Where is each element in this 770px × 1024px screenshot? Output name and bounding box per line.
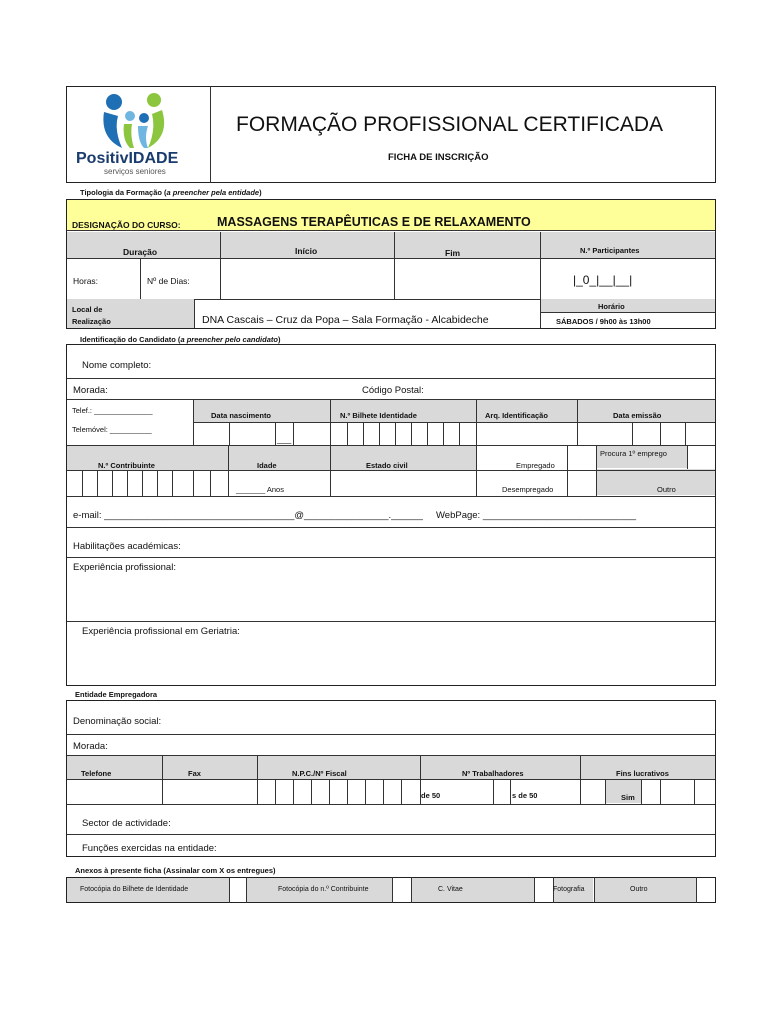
anexo-cv-label: C. Vitae [438, 886, 463, 893]
digit-box[interactable] [82, 470, 83, 496]
logo-people-icon [74, 90, 204, 152]
digit-box[interactable] [172, 470, 173, 496]
trabalhadores-header: Nº Trabalhadores [462, 769, 524, 778]
course-name: MASSAGENS TERAPÊUTICAS E DE RELAXAMENTO [217, 215, 531, 229]
estado-civil-header: Estado civil [366, 461, 408, 470]
digit-box[interactable] [229, 422, 230, 445]
divider [67, 378, 715, 379]
habilitacoes-label: Habilitações académicas: [73, 541, 181, 552]
anexo-cv-checkbox[interactable] [535, 878, 552, 902]
experiencia-label: Experiência profissional: [73, 562, 176, 573]
digit-box[interactable] [193, 470, 194, 496]
fim-header: Fim [445, 248, 461, 258]
dias-label: Nº de Dias: [147, 276, 190, 286]
horario-label: Horário [598, 302, 625, 311]
anexos-section-label: Anexos à presente ficha (Assinalar com X os entregues) [75, 866, 276, 875]
anexo-bi-checkbox[interactable] [230, 878, 245, 902]
denominacao-label: Denominação social: [73, 716, 162, 727]
digit-box[interactable] [127, 470, 128, 496]
divider [140, 259, 141, 299]
participantes-header: N.º Participantes [580, 246, 640, 255]
divider [67, 804, 715, 805]
digit-box[interactable] [142, 470, 143, 496]
candidato-section-label: Identificação do Candidato (a preencher pelo candidato) [80, 335, 281, 344]
horario-value: SÁBADOS / 9h00 às 13h00 [556, 317, 651, 326]
duracao-header: Duração [123, 247, 158, 257]
anexo-nif-checkbox[interactable] [393, 878, 410, 902]
entidade-section-label: Entidade Empregadora [75, 690, 158, 699]
divider [67, 834, 715, 835]
divider [540, 232, 541, 328]
fins-header: Fins lucrativos [616, 769, 669, 778]
divider [67, 527, 715, 528]
digit-box[interactable] [365, 779, 366, 804]
digit-box[interactable] [632, 422, 633, 445]
divider [67, 621, 715, 622]
anexo-outro-checkbox[interactable] [697, 878, 715, 902]
digit-box[interactable] [210, 470, 211, 496]
menos50-label: de 50 [421, 791, 441, 800]
telefone-header: Telefone [81, 769, 112, 778]
divider [67, 734, 715, 735]
sim-label: Sim [621, 793, 635, 802]
menos50-checkbox[interactable] [493, 779, 511, 804]
digit-box[interactable] [401, 779, 402, 804]
logo-brand: PositivIDADE [76, 150, 179, 167]
digit-box[interactable] [112, 470, 113, 496]
nome-label: Nome completo: [82, 360, 152, 371]
nasc-blank: ___ [277, 434, 292, 444]
fim-field[interactable] [395, 260, 539, 298]
digit-box[interactable] [347, 779, 348, 804]
data-emissao-header: Data emissão [613, 411, 662, 420]
digit-box[interactable] [311, 779, 312, 804]
digit-box[interactable] [395, 422, 396, 445]
geriatria-label: Experiência profissional em Geriatria: [82, 626, 240, 637]
digit-box[interactable] [293, 422, 294, 445]
divider [67, 496, 715, 497]
inicio-header: Início [295, 246, 318, 256]
sim-checkbox[interactable] [641, 779, 661, 804]
npc-header: N.P.C./Nº Fiscal [292, 769, 347, 778]
anexo-nif-label: Fotocópia do n.º Contribuinte [278, 886, 369, 893]
digit-box[interactable] [363, 422, 364, 445]
divider [411, 877, 412, 903]
divider [594, 877, 595, 903]
morada-label: Morada: [73, 385, 108, 396]
course-label: DESIGNAÇÃO DO CURSO: [72, 220, 181, 230]
bilhete-header: N.º Bilhete Identidade [340, 411, 417, 420]
divider [605, 779, 606, 804]
inicio-field[interactable] [221, 260, 393, 298]
funcoes-label: Funções exercidas na entidade: [82, 843, 217, 854]
divider [193, 422, 715, 423]
digit-box[interactable] [660, 422, 661, 445]
divider [246, 877, 247, 903]
local-value: DNA Cascais – Cruz da Popa – Sala Formação - Alcabideche [202, 314, 489, 326]
digit-box[interactable] [275, 422, 276, 445]
fax-header: Fax [188, 769, 201, 778]
header-divider [210, 86, 211, 183]
digit-box[interactable] [443, 422, 444, 445]
anexo-outro-label: Outro [630, 886, 648, 893]
telemovel-label: Telemóvel: __________ [72, 425, 152, 434]
logo [74, 90, 204, 178]
anexo-bi-label: Fotocópia do Bilhete de Identidade [80, 886, 189, 893]
entidade-morada-label: Morada: [73, 741, 108, 752]
horas-label: Horas: [73, 276, 99, 286]
divider [687, 445, 688, 469]
data-nascimento-header: Data nascimento [211, 411, 272, 420]
horario-label-cell [541, 299, 715, 313]
empregado-label: Empregado [516, 461, 555, 470]
digit-box[interactable] [379, 422, 380, 445]
participantes-value: |_0_|__|__| [573, 273, 633, 287]
digit-box[interactable] [329, 779, 330, 804]
sector-label: Sector de actividade: [82, 818, 171, 829]
outro-label: Outro [657, 485, 676, 494]
digit-box[interactable] [427, 422, 428, 445]
digit-box[interactable] [157, 470, 158, 496]
logo-tagline: serviços seniores [104, 167, 166, 176]
desempregado-label: Desempregado [502, 485, 554, 494]
arq-header: Arq. Identificação [485, 411, 548, 420]
digit-box[interactable] [459, 422, 460, 445]
procura-label: Procura 1º emprego [600, 449, 667, 458]
tipologia-label: Tipologia da Formação (a preencher pela entidade) [80, 188, 262, 197]
webpage-field[interactable]: WebPage: _____________________________ [436, 510, 637, 521]
outro-cell [596, 469, 715, 495]
digit-box[interactable] [383, 779, 384, 804]
anexo-foto-label: Fotografia [553, 886, 585, 893]
telef-label: Telef.: ______________ [72, 406, 153, 415]
divider [694, 779, 695, 804]
digit-box[interactable] [411, 422, 412, 445]
idade-header: Idade [257, 461, 277, 470]
digit-box[interactable] [275, 779, 276, 804]
digit-box[interactable] [97, 470, 98, 496]
email-field[interactable]: e-mail: ____________________________________@________________.______ [73, 510, 423, 521]
form-title: FORMAÇÃO PROFISSIONAL CERTIFICADA [236, 113, 664, 136]
digit-box[interactable] [347, 422, 348, 445]
divider [67, 557, 715, 558]
form-subtitle: FICHA DE INSCRIÇÃO [388, 152, 489, 163]
mais50-label: s de 50 [512, 791, 538, 800]
contribuinte-header: N.º Contribuinte [98, 461, 155, 470]
codigo-postal-label: Código Postal: [362, 385, 424, 396]
divider [67, 470, 715, 471]
anexo-cv-cell [411, 878, 534, 902]
digit-box[interactable] [685, 422, 686, 445]
anos-label: _______ Anos [236, 485, 284, 494]
local-label: Local de Realização [72, 305, 111, 326]
digit-box[interactable] [293, 779, 294, 804]
